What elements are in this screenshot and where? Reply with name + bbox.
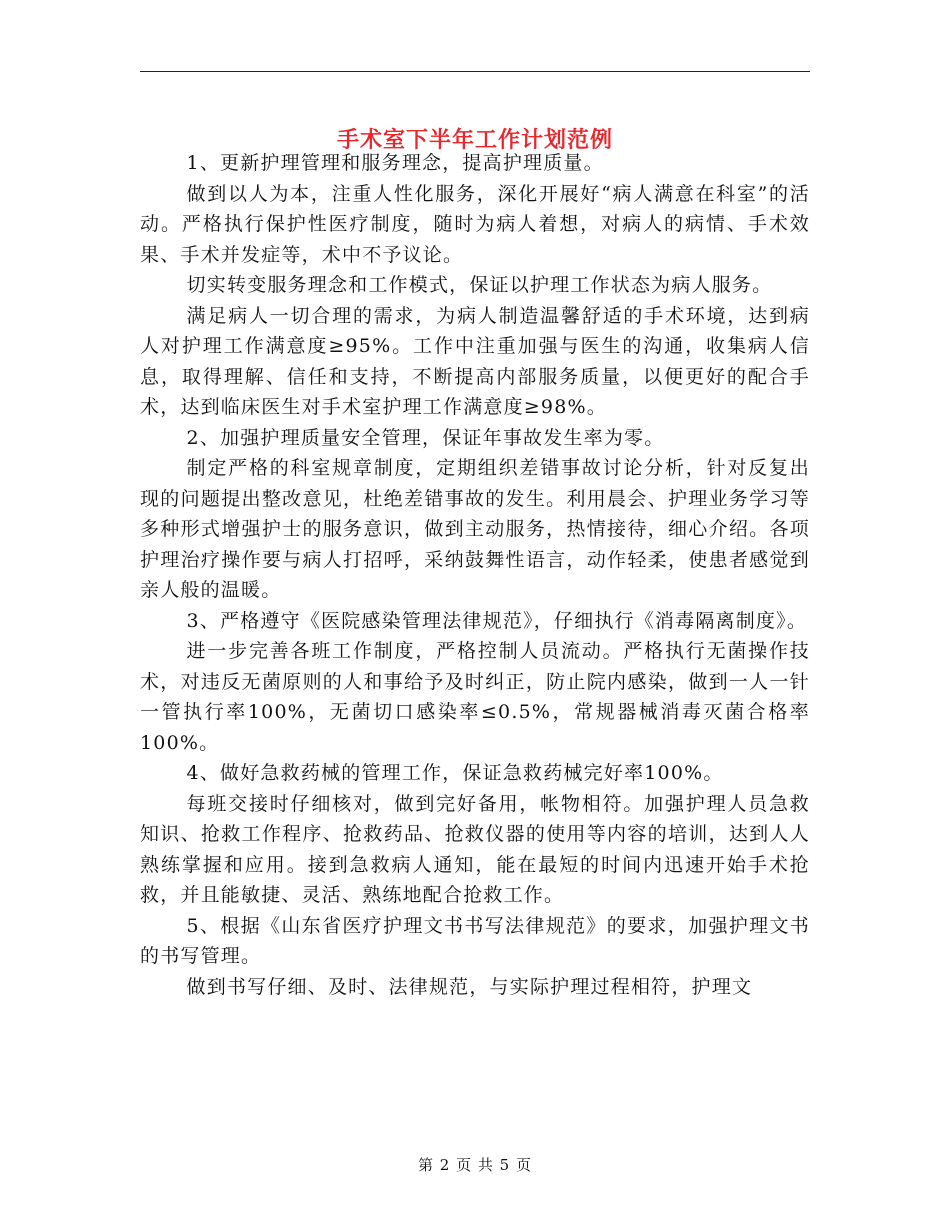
header-rule	[140, 71, 810, 72]
paragraph-3: 切实转变服务理念和工作模式，保证以护理工作状态为病人服务。	[186, 274, 773, 296]
paragraph-1: 1、更新护理管理和服务理念，提高护理质量。	[186, 152, 604, 174]
paragraph-5: 2、加强护理质量安全管理，保证年事故发生率为零。	[186, 426, 665, 449]
paragraph-11: 5、根据《山东省医疗护理文书书写法律规范》的要求，加强护理文书的书写管理。	[140, 914, 810, 967]
page-footer: 第 2 页 共 5 页	[418, 1156, 532, 1174]
document-body	[140, 148, 810, 1002]
paragraph-6: 制定严格的科室规章制度，定期组织差错事故讨论分析，针对反复出现的问题提出整改意见，杜绝差错事故的发生。利用晨会、护理业务学习等多种形式增强护士的服务意识，做到主动服务，热情接待，细心介绍。各项护理治疗操作要与病人打招呼，采纳鼓舞性语言，动作轻柔，使患者感觉到亲人般的温暖。	[140, 457, 810, 601]
document-title: 手术室下半年工作计划范例	[336, 126, 613, 153]
paragraph-12: 做到书写仔细、及时、法律规范，与实际护理过程相符，护理文	[186, 975, 753, 998]
paragraph-2: 做到以人为本，注重人性化服务，深化开展好“病人满意在科室”的活动。严格执行保护性医疗制度，随时为病人着想，对病人的病情、手术效果、手术并发症等，术中不予议论。	[140, 182, 810, 266]
paragraph-8: 进一步完善各班工作制度，严格控制人员流动。严格执行无菌操作技术，对违反无菌原则的人和事给予及时纠正，防止院内感染，做到一人一针一管执行率100%，无菌切口感染率≤0.5%，常规器械消毒灭菌合格率100%。	[140, 640, 810, 754]
paragraph-10: 每班交接时仔细核对，做到完好备用，帐物相符。加强护理人员急救知识、抢救工作程序、抢救药品、抢救仪器的使用等内容的培训，达到人人熟练掌握和应用。接到急救病人通知，能在最短的时间内迅速开始手术抢救，并且能敏捷、灵活、熟练地配合抢救工作。	[140, 792, 810, 906]
paragraph-9: 4、做好急救药械的管理工作，保证急救药械完好率100%。	[186, 762, 724, 784]
paragraph-7: 3、严格遵守《医院感染管理法律规范》，仔细执行《消毒隔离制度》。	[186, 609, 808, 632]
paragraph-4: 满足病人一切合理的需求，为病人制造温馨舒适的手术环境，达到病人对护理工作满意度≥95%。工作中注重加强与医生的沟通，收集病人信息，取得理解、信任和支持，不断提高内部服务质量，以便更好的配合手术，达到临床医生对手术室护理工作满意度≥98%。	[140, 304, 810, 418]
